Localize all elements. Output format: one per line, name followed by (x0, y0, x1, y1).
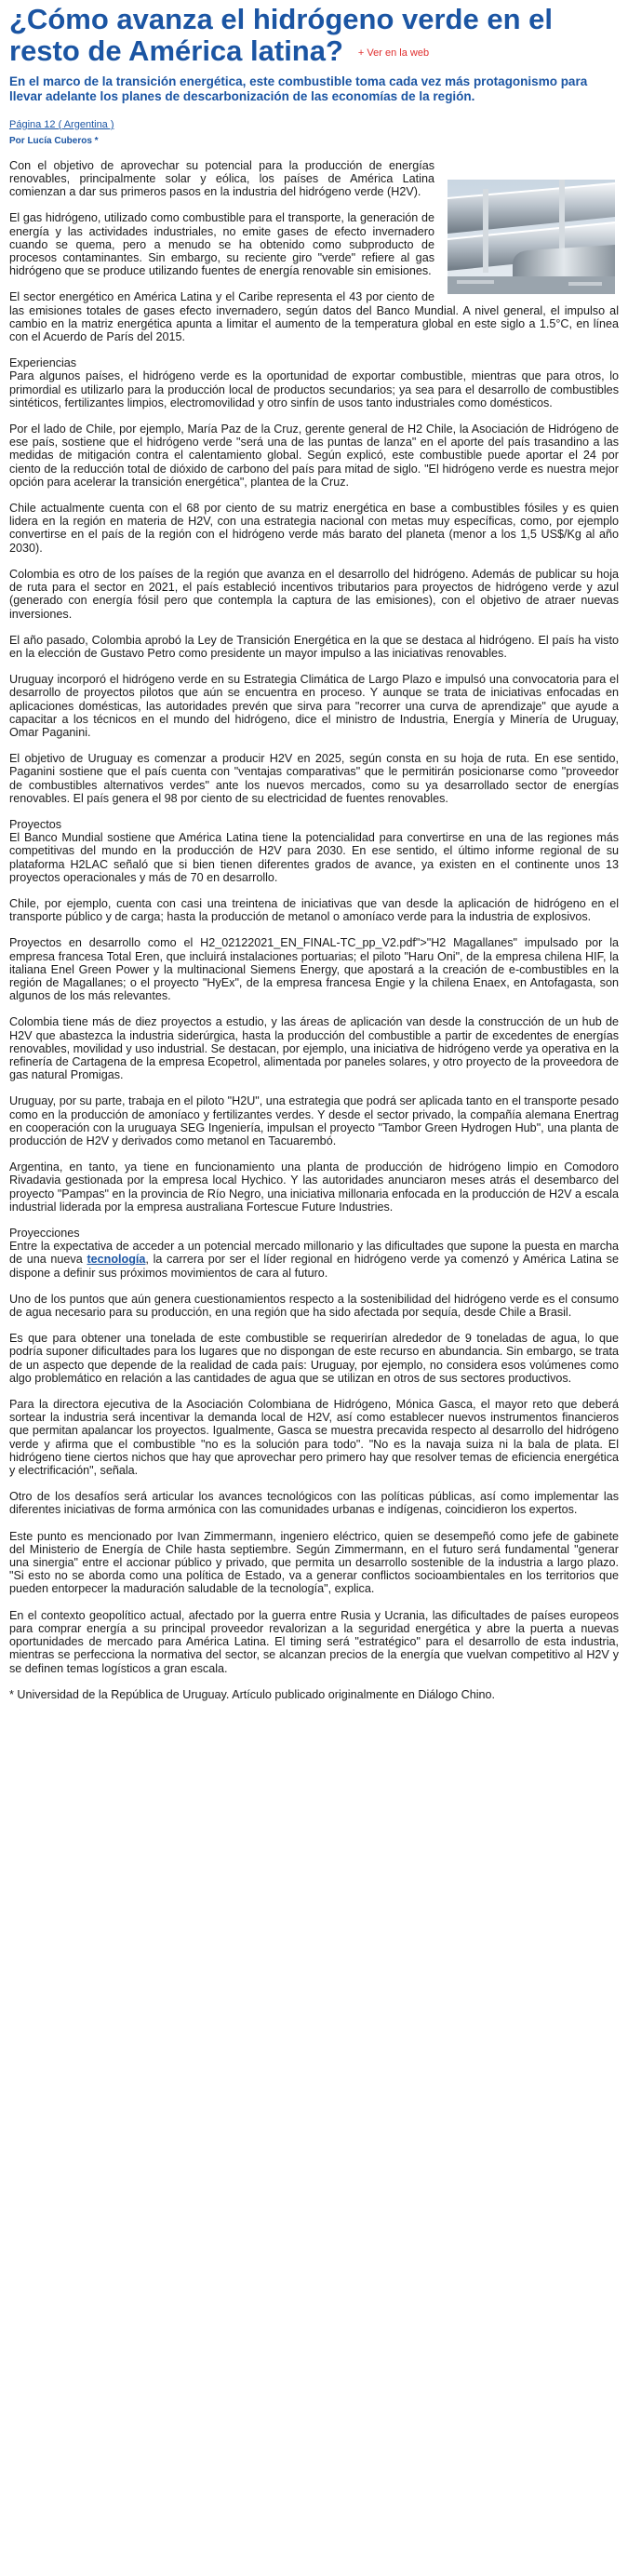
footnote: * Universidad de la República de Uruguay. Artículo publicado originalmente en Diálogo Chino. (9, 1687, 496, 1701)
page-title (9, 4, 619, 69)
paragraph: El gas hidrógeno, utilizado como combustible para el transporte, la generación de energía y las actividades industriales, no emite gases de efecto invernadero cuando se quema, pero a menudo se ha obtenido como subproducto de procesos contaminantes. Sin embargo, su reciente giro "verde" refiere al gas hidrógeno que se produce utilizando fuentes de energía renovable sin emisiones. (9, 211, 434, 278)
paragraph: Argentina, en tanto, ya tiene en funcionamiento una planta de producción de hidrógeno limpio en Comodoro Rivadavia gestionada por la empresa local Hychico. Y las autoridades anunciaron meses atrás el desembarco del proyecto "Pampas" en la provincia de Río Negro, una iniciativa millonaria enfocada en la producción de H2V a escala industrial liderada por la empresa australiana Fortescue Future Industries. (9, 1161, 619, 1214)
subtitle: En el marco de la transición energética, este combustible toma cada vez más protagonismo para llevar adelante los planes de descarbonización de las economías de la región. (9, 74, 588, 103)
section-heading-experiencias: Experiencias (9, 356, 77, 370)
paragraph: Este punto es mencionado por Ivan Zimmermann, ingeniero eléctrico, quien se desempeñó como jefe de gabinete del Ministerio de Energía de Chile hasta septiembre. Según Zimmermann, en el futuro será fundamental "generar una sinergia" entre el accionar público y privado, que permita un desarrollo sostenible de la industria a largo plazo. "Si esto no se aborda como una política de Estado, va a generar conflictos socioambientales en los territorios que pueden entorpecer la maduración saludable de la tecnología", explica. (9, 1529, 619, 1596)
paragraph (9, 1240, 619, 1280)
paragraph-text: , la carrera por ser el líder regional en hidrógeno verde ya comenzó y América Latina se dispone a definir sus próximos movimientos de cara al futuro. (9, 1253, 619, 1280)
article-body (9, 159, 619, 1701)
paragraph: Otro de los desafíos será articular los avances tecnológicos con las políticas públicas, así como implementar las diferentes iniciativas de forma armónica con las comunidades urbanas e indígenas, coincidieron los expertos. (9, 1490, 619, 1517)
headline-block (9, 4, 619, 69)
keyword-link-tecnologia[interactable]: tecnología (87, 1253, 146, 1267)
title-text: ¿Cómo avanza el hidrógeno verde en el resto de América latina? (9, 3, 553, 67)
paragraph: Chile actualmente cuenta con el 68 por ciento de su matriz energética en base a combustibles fósiles y es quien lidera en la región en materia de H2V, con una estrategia nacional con metas muy específicas, como, por ejemplo convertirse en el país de la región con el hidrógeno verde más barato del planeta (menor a los 1,5 US$/Kg al año 2030). (9, 502, 619, 555)
paragraph: El objetivo de Uruguay es comenzar a producir H2V en 2025, según consta en su hoja de ruta. En ese sentido, Paganini sostiene que el país cuenta con "ventajas comparativas" que le permitirán posicionarse como "proveedor de combustibles alternativos verdes" ante los nuevos mercados, como su ya desarrollado sector de energías renovables. El país genera el 98 por ciento de su electricidad de fuentes renovables. (9, 752, 619, 805)
paragraph: Con el objetivo de aprovechar su potencial para la producción de energías renovables, principalmente solar y eólica, los países de América Latina comienzan a dar sus primeros pasos en la industria del hidrógeno verde (H2V). (9, 158, 434, 199)
source-link[interactable]: Página 12 ( Argentina ) (9, 118, 114, 130)
paragraph-text: Entre la expectativa de acceder a un potencial mercado millonario y las dificultades que supone la puesta en marcha de una nueva (9, 1240, 619, 1267)
paragraph: Uruguay incorporó el hidrógeno verde en su Estrategia Climática de Largo Plazo e impulsó una convocatoria para el desarrollo de proyectos pilotos que aún se encuentra en proceso. Y aunque se trata de iniciativas enfocadas en aplicaciones domésticas, las autoridades prevén que sirva para "recorrer una curva de aprendizaje" que ayude a capacitar a los técnicos en el mundo del hidrógeno, dice el ministro de Industria, Energía y Minería de Uruguay, Omar Paganini. (9, 673, 619, 739)
byline: Por Lucía Cuberos * (9, 135, 99, 146)
view-on-web-link[interactable]: + Ver en la web (357, 47, 430, 59)
paragraph: Por el lado de Chile, por ejemplo, María Paz de la Cruz, gerente general de H2 Chile, la Asociación de Hidrógeno de ese país, sostiene que el hidrógeno verde "será una de las puntas de lanza" en el aporte del país trasandino a las medidas de mitigación contra el calentamiento global. Según explicó, este combustible puede aportar el 24 por ciento de la reducción total de dióxido de carbono del país para mitad de siglo. "El hidrógeno verde es nuestra mejor opción para acelerar la transición energética", plantea de la Cruz. (9, 423, 619, 489)
pipes-photo (448, 180, 615, 294)
paragraph: Colombia es otro de los países de la región que avanza en el desarrollo del hidrógeno. Además de publicar su hoja de ruta para el sector en 2021, el país estableció incentivos tributarios para proyectos de hidrógeno verde y azul (generado con energía fósil pero que contempla la captura de las emisiones), con el objetivo de atraer nuevas inversiones. (9, 567, 619, 621)
paragraph: El Banco Mundial sostiene que América Latina tiene la potencialidad para convertirse en una de las regiones más competitivas del mundo en la producción de H2V para 2030. En ese sentido, el último informe regional de su plataforma H2LAC señaló que si bien tienen diferentes grados de avance, ya existen en el continente unos 13 proyectos operacionales y más de 70 en desarrollo. (9, 831, 619, 884)
paragraph: Uruguay, por su parte, trabaja en el piloto "H2U", una estrategia que podrá ser aplicada tanto en el transporte pesado como en la producción de amoníaco y fertilizantes verdes. Y desde el sector privado, la compañía alemana Enertrag en cooperación con la uruguaya SEG Ingeniería, impulsan el proyecto "Tambor Green Hydrogen Hub", una planta de producción de H2V y derivados como metanol en Tacuarembó. (9, 1094, 619, 1147)
section-heading-proyecciones: Proyecciones (9, 1227, 80, 1241)
paragraph: En el contexto geopolítico actual, afectado por la guerra entre Rusia y Ucrania, las dificultades de países europeos para comprar energía a su principal proveedor revalorizan a la seguridad energética y abre la puerta a nuevas oportunidades de mercado para América Latina. El timing será "estratégico" para el desarrollo de esta industria, mientras se perfecciona la normativa del sector, se alcanzan precios de la energía que vuelvan competitivo al H2V y se definen temas logísticos a gran escala. (9, 1608, 619, 1675)
paragraph: Proyectos en desarrollo como el H2_02122021_EN_FINAL-TC_pp_V2.pdf">"H2 Magallanes" impulsado por la empresa francesa Total Eren, que incluirá instalaciones portuarias; el piloto "Haru Oni", de la empresa chilena HIF, la italiana Enel Green Power y la multinacional Siemens Energy, que apostará a la creación de e-combustibles en la región de Magallanes; o el proyecto "HyEx", de la empresa francesa Engie y la chilena Enaex, en Antofagasta, son algunos de los más relevantes. (9, 936, 619, 1003)
paragraph: Para la directora ejecutiva de la Asociación Colombiana de Hidrógeno, Mónica Gasca, el mayor reto que deberá sortear la industria será incentivar la demanda local de H2V, así como establecer nuevos instrumentos financieros que permitan apalancar los proyectos. Igualmente, Gasca se muestra precavida respecto al desarrollo del hidrógeno verde y afirma que el combustible "no es la solución para todo". "No es la navaja suiza ni la bala de plata. El hidrógeno tiene ciertos nichos que hay que aprovechar pero primero hay que resolver temas de eficiencia energética y electrificación", señala. (9, 1398, 619, 1478)
paragraph: Uno de los puntos que aún genera cuestionamientos respecto a la sostenibilidad del hidrógeno verde es el consumo de agua necesario para su producción, en una región que ha sido afectada por sequía, desde Chile a Brasil. (9, 1292, 619, 1320)
paragraph: Colombia tiene más de diez proyectos a estudio, y las áreas de aplicación van desde la construcción de un hub de H2V que abastezca la industria siderúrgica, hasta la producción del combustible a partir de excedentes de energías renovables, movilidad y uso industrial. Se destacan, por ejemplo, una iniciativa de hidrógeno verde ya operativa en la refinería de Cartagena de la empresa Ecopetrol, alimentada por paneles solares, y otro proyecto de la proveedora de gas natural Promigas. (9, 1015, 619, 1082)
paragraph: El sector energético en América Latina y el Caribe representa el 43 por ciento de las emisiones totales de gases efecto invernadero, según datos del Banco Mundial. A nivel general, el impulso al cambio en la matriz energética apunta a limitar el aumento de la temperatura global en este siglo a 1.5°C, en línea con el Acuerdo de París del 2015. (9, 290, 619, 344)
section-heading-proyectos: Proyectos (9, 817, 61, 831)
paragraph: Es que para obtener una tonelada de este combustible se requerirían alrededor de 9 toneladas de agua, lo que podría suponer dificultades para los lugares que no dispongan de este recurso en abundancia. Sin embargo, se trata de un aspecto que depende de la realidad de cada país: Uruguay, por ejemplo, no considera esos volúmenes como algo problemático en relación a las cantidades de agua que se utilizan en otros de sus sectores productivos. (9, 1332, 619, 1385)
paragraph: El año pasado, Colombia aprobó la Ley de Transición Energética en la que se destaca al hidrógeno. El país ha visto en la elección de Gustavo Petro como presidente un mayor impulso a las iniciativas renovables. (9, 633, 619, 660)
paragraph: Chile, por ejemplo, cuenta con casi una treintena de iniciativas que van desde la aplicación de hidrógeno en el transporte público y de carga; hasta la producción de metanol o amoníaco verde para la industria de explosivos. (9, 896, 619, 924)
paragraph: Para algunos países, el hidrógeno verde es la oportunidad de exportar combustible, mientras que para otros, lo primordial es utilizarlo para la producción local de productos secundarios; ya sea para el desarrollo de combustibles sintéticos, fertilizantes limpios, electromovilidad y otro sinfín de usos tanto industriales como domésticos. (9, 369, 619, 409)
